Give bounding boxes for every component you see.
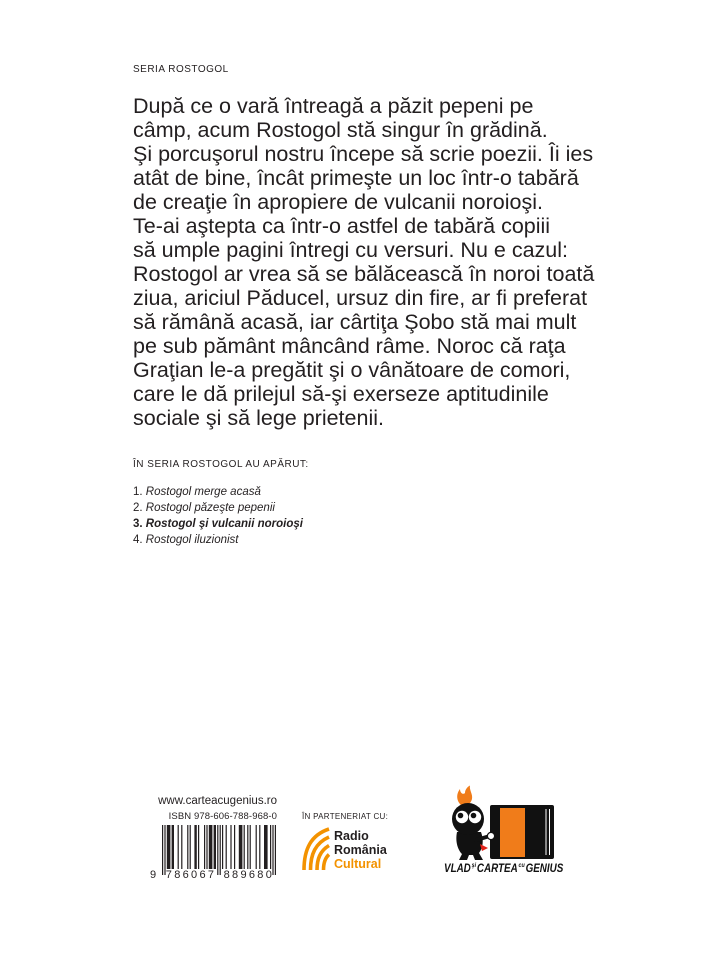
barcode-bar bbox=[178, 825, 179, 869]
radio-logo-line: Radio bbox=[334, 829, 369, 843]
barcode-bar bbox=[259, 825, 260, 869]
description-line: Te-ai aştepta ca într-o astfel de tabără copiii bbox=[133, 214, 551, 238]
description-line: Rostogol ar vrea să se bălăcească în noroi toată bbox=[133, 262, 595, 286]
series-book-item bbox=[133, 484, 303, 500]
radio-logo-line: România bbox=[334, 843, 387, 857]
series-label: SERIA ROSTOGOL bbox=[133, 64, 229, 75]
description-line: atât de bine, încât primeşte un loc într-o tabără bbox=[133, 166, 579, 190]
mascot-pupil bbox=[471, 813, 477, 819]
series-book-title: Rostogol şi vulcanii noroioşi bbox=[145, 518, 303, 530]
radio-wave bbox=[324, 855, 330, 871]
series-book-number: 1. bbox=[133, 486, 143, 498]
series-book-item bbox=[133, 532, 303, 548]
series-book-item bbox=[133, 500, 303, 516]
barcode-bar bbox=[230, 825, 231, 869]
mascot-scarf bbox=[480, 844, 488, 851]
series-book-title: Rostogol păzeşte pepenii bbox=[145, 502, 275, 514]
vlad-logo-word-small: cu bbox=[518, 862, 525, 869]
series-list-heading: ÎN SERIA ROSTOGOL AU APĂRUT: bbox=[133, 459, 309, 470]
barcode-bar bbox=[250, 825, 251, 869]
barcode-bar bbox=[190, 825, 191, 869]
description-line: Şi porcuşorul nostru începe să scrie poezii. Îi ies bbox=[133, 142, 594, 166]
barcode-bar bbox=[187, 825, 188, 869]
isbn-number: ISBN 978-606-788-968-0 bbox=[168, 811, 277, 822]
description-line: Graţian le-a pregătit şi o vânătoare de comori, bbox=[133, 358, 571, 382]
description-line: câmp, acum Rostogol stă singur în grădină. bbox=[133, 118, 548, 142]
radio-logo-line-accent: Cultural bbox=[334, 857, 382, 871]
barcode-bar bbox=[167, 825, 171, 869]
barcode-bar bbox=[194, 825, 196, 869]
partner-heading: ÎN PARTENERIAT CU: bbox=[302, 812, 389, 821]
barcode-bar bbox=[244, 825, 245, 869]
description-line: pe sub pământ mâncând râme. Noroc că raţa bbox=[133, 334, 566, 358]
description-line: care le dă prilejul să-şi exerseze aptitudinile bbox=[133, 382, 549, 406]
barcode-bar bbox=[234, 825, 235, 869]
series-book-number: 3. bbox=[133, 518, 143, 530]
barcode-bar bbox=[256, 825, 257, 869]
barcode-bar bbox=[264, 825, 268, 869]
barcode-bar bbox=[247, 825, 248, 869]
vlad-logo-word: GENIUS bbox=[525, 861, 564, 875]
barcode-bar bbox=[198, 825, 199, 869]
book-cover-stripe bbox=[500, 808, 525, 857]
radio-romania-cultural-logo-text bbox=[334, 829, 387, 871]
publisher-website: www.carteacugenius.ro bbox=[158, 795, 277, 807]
series-book-list bbox=[133, 484, 303, 548]
barcode-bar bbox=[206, 825, 207, 869]
vlad-logo-text bbox=[444, 861, 563, 875]
barcode-bar bbox=[209, 825, 213, 869]
series-book-number: 2. bbox=[133, 502, 143, 514]
mascot-hand bbox=[487, 832, 494, 839]
series-book-number: 4. bbox=[133, 534, 143, 546]
series-book-title: Rostogol merge acasă bbox=[145, 486, 261, 498]
barcode-bar bbox=[275, 825, 276, 875]
barcode-bar bbox=[270, 825, 271, 869]
vlad-logo-word: CARTEA bbox=[476, 861, 518, 875]
description bbox=[133, 94, 594, 430]
mascot-hair-tuft bbox=[457, 786, 472, 807]
radio-romania-waves-icon bbox=[301, 827, 331, 870]
description-line: să rămână acasă, iar cârtiţa Şobo stă mai mult bbox=[133, 310, 577, 334]
barcode-digits: 9 786067 889680 bbox=[150, 869, 275, 881]
series-book-title: Rostogol iluzionist bbox=[145, 534, 239, 546]
barcode-bar bbox=[181, 825, 182, 869]
barcode-bar bbox=[214, 825, 216, 869]
description-line: sociale şi să lege prietenii. bbox=[133, 406, 384, 430]
description-line: de creaţie în apropiere de vulcanii noroioşi. bbox=[133, 190, 543, 214]
mascot-pupil bbox=[458, 813, 464, 819]
barcode-bar bbox=[204, 825, 205, 869]
description-line: După ce o vară întreagă a păzit pepeni pe bbox=[133, 94, 534, 118]
mascot-body bbox=[456, 832, 483, 860]
barcode-bar bbox=[172, 825, 174, 869]
barcode-bar bbox=[239, 825, 243, 869]
description-line: să umple pagini întregi cu versuri. Nu e cazul: bbox=[133, 238, 568, 262]
vlad-logo-word-small: şi bbox=[471, 862, 477, 869]
barcode-bar bbox=[222, 825, 223, 869]
barcode-bar bbox=[226, 825, 227, 869]
vlad-mascot-icon bbox=[440, 784, 565, 862]
vlad-logo-word: VLAD bbox=[444, 861, 471, 875]
description-line: ziua, ariciul Păducel, ursuz din fire, ar fi preferat bbox=[133, 286, 588, 310]
series-book-item-current bbox=[133, 516, 303, 532]
